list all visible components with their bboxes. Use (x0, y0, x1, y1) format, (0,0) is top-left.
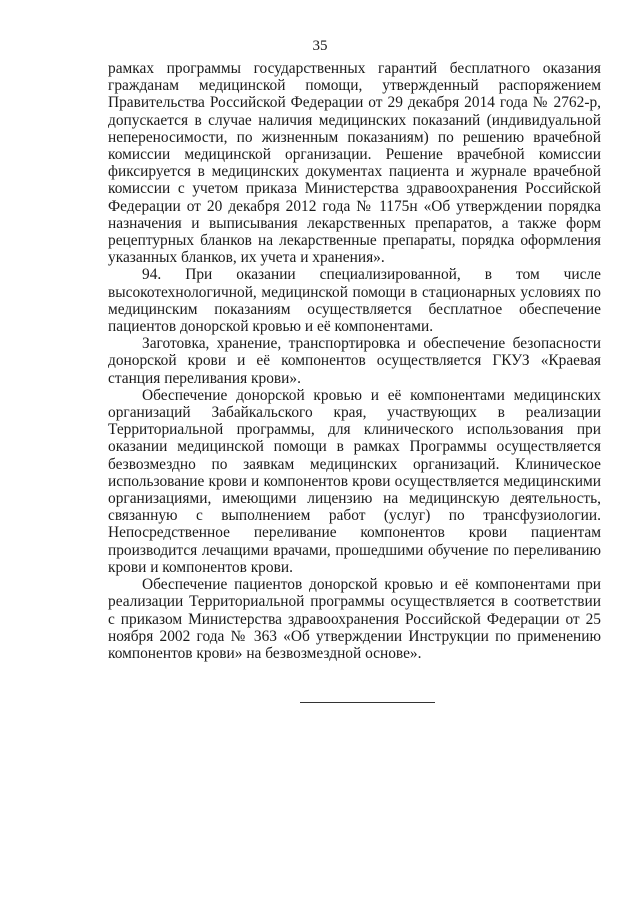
document-body (108, 60, 601, 662)
page-number: 35 (312, 38, 328, 54)
paragraph-patient-provision: Обеспечение пациентов донорской кровью и её компонентами при реализации Территориальной программы осуществляется в соответствии с приказом Министерства здравоохранения Российской Федерации от 25 ноября 2002 года № 363 «Об утверждении Инструкции по применению компонентов крови» на безвозмездной основе». (108, 576, 601, 662)
end-divider-line (300, 702, 435, 703)
paragraph-blood-procurement: Заготовка, хранение, транспортировка и обеспечение безопасности донорской крови и её компонентов осуществляется ГКУЗ «Краевая станция переливания крови». (108, 335, 601, 387)
paragraph-item-94: 94. При оказании специализированной, в том числе высокотехнологичной, медицинской помощи в стационарных условиях по медицинским показаниям осуществляется бесплатное обеспечение пациентов донорской кровью и её компонентами. (108, 266, 601, 336)
paragraph-continuation: рамках программы государственных гарантий бесплатного оказания гражданам медицинской помощи, утвержденный распоряжением Правительства Российской Федерации от 29 декабря 2014 года № 2762-р, допускается в случае наличия медицинских показаний (индивидуальной непереносимости, по жизненным показаниям) по решению врачебной комиссии медицинской организации. Решение врачебной комиссии фиксируется в медицинских документах пациента и журнале врачебной комиссии с учетом приказа Министерства здравоохранения Российской Федерации от 20 декабря 2012 года № 1175н «Об утверждении порядка назначения и выписывания лекарственных препаратов, а также форм рецептурных бланков на лекарственные препараты, порядка оформления указанных бланков, их учета и хранения». (108, 60, 601, 267)
paragraph-blood-supply: Обеспечение донорской кровью и её компонентами медицинских организаций Забайкальского края, участвующих в реализации Территориальной программы, для клинического использования при оказании медицинской помощи в рамках Программы осуществляется безвозмездно по заявкам медицинских организаций. Клиническое использование крови и компонентов крови осуществляется медицинскими организациями, имеющими лицензию на медицинскую деятельность, связанную с выполнением работ (услуг) по трансфузиологии. Непосредственное переливание компонентов крови пациентам производится лечащими врачами, прошедшими обучение по переливанию крови и компонентов крови. (108, 386, 601, 576)
